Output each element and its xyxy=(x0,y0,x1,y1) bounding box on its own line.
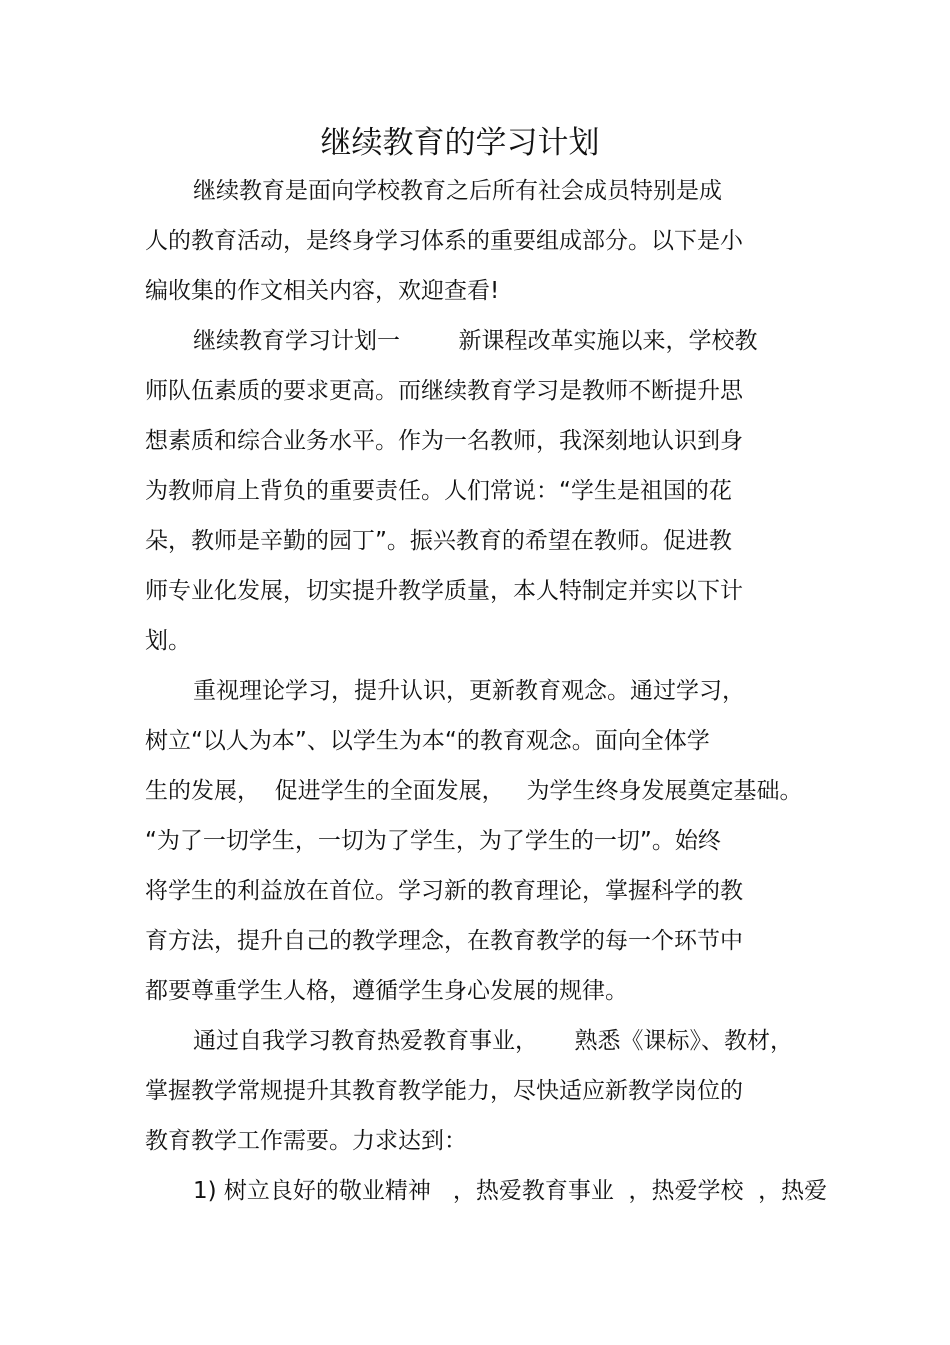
document-title: 继续教育的学习计划 xyxy=(320,125,600,161)
paragraph-line: 1) 树立良好的敬业精神 ，热爱教育事业 ，热爱学校 ，热爱 xyxy=(193,1178,828,1204)
paragraph-line: “为了一切学生，一切为了学生，为了学生的一切”。始终 xyxy=(145,828,721,854)
paragraph-line: 将学生的利益放在首位。学习新的教育理论，掌握科学的教 xyxy=(145,878,743,904)
paragraph-line: 重视理论学习，提升认识，更新教育观念。通过学习， xyxy=(193,678,745,704)
paragraph-line: 师队伍素质的要求更高。而继续教育学习是教师不断提升思 xyxy=(145,378,743,404)
paragraph-line: 继续教育学习计划一 新课程改革实施以来，学校教 xyxy=(193,328,758,354)
paragraph-line: 教育教学工作需要。力求达到： xyxy=(145,1128,467,1154)
paragraph-line: 都要尊重学生人格，遵循学生身心发展的规律。 xyxy=(145,978,628,1004)
paragraph-line: 生的发展， 促进学生的全面发展， 为学生终身发展奠定基础。 xyxy=(145,778,803,804)
paragraph-line: 师专业化发展，切实提升教学质量，本人特制定并实以下计 xyxy=(145,578,743,604)
paragraph-line: 掌握教学常规提升其教育教学能力，尽快适应新教学岗位的 xyxy=(145,1078,743,1104)
paragraph-line: 人的教育活动，是终身学习体系的重要组成部分。以下是小 xyxy=(145,228,743,254)
paragraph-line: 通过自我学习教育热爱教育事业， 熟悉《课标》、教材， xyxy=(193,1028,794,1054)
paragraph-line: 树立“以人为本”、以学生为本“的教育观念。面向全体学 xyxy=(145,728,710,754)
paragraph-line: 育方法，提升自己的教学理念，在教育教学的每一个环节中 xyxy=(145,928,743,954)
paragraph-line: 划。 xyxy=(145,628,191,654)
paragraph-line: 编收集的作文相关内容，欢迎查看! xyxy=(145,278,500,304)
paragraph-line: 想素质和综合业务水平。作为一名教师，我深刻地认识到身 xyxy=(145,428,743,454)
paragraph-line: 继续教育是面向学校教育之后所有社会成员特别是成 xyxy=(193,178,722,204)
paragraph-line: 朵，教师是辛勤的园丁”。振兴教育的希望在教师。促进教 xyxy=(145,528,732,554)
paragraph-line: 为教师肩上背负的重要责任。人们常说：“学生是祖国的花 xyxy=(145,478,732,504)
